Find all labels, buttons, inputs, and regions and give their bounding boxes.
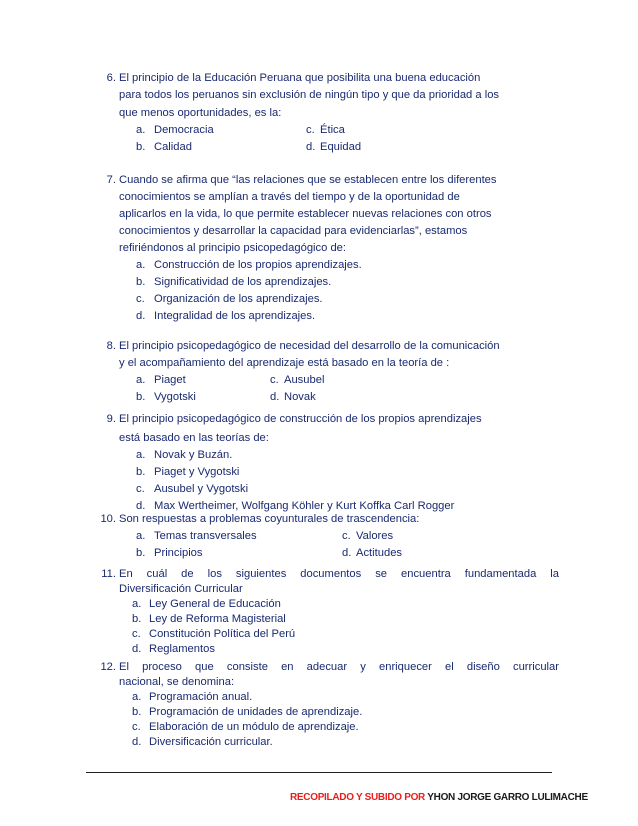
option-row [88,389,558,406]
question-text: aplicarlos en la vida, lo que permite establecer nuevas relaciones con otros [119,208,492,220]
option-letter: d. [270,391,280,403]
question-text: El proceso que consiste en adecuar y enriquecer el diseño curricular [119,661,559,673]
question-text: Cuando se afirma que “las relaciones que se establecen entre los diferentes [119,174,497,186]
option-text: Ley de Reforma Magisterial [149,613,286,625]
option-text: Programación anual. [149,691,253,703]
option-text: Calidad [154,141,192,153]
question-text: El principio psicopedagógico de construcción de los propios aprendizajes [119,413,482,425]
option-row [88,447,558,464]
option-row [88,372,558,389]
question-text: En cuál de los siguientes documentos se encuentra fundamentada la [119,568,559,580]
option-row [88,690,558,705]
option-row [88,291,558,308]
question-8-line [88,355,558,372]
option-text: Construcción de los propios aprendizajes. [154,259,362,271]
option-letter: b. [136,276,146,288]
question-12 [88,660,558,750]
footer-divider [86,772,552,773]
option-text: Integralidad de los aprendizajes. [154,310,316,322]
footer-credit-prefix: RECOPILADO Y SUBIDO POR [290,792,428,803]
question-12-line [88,660,558,675]
question-number: 6. [106,72,116,84]
option-letter: c. [306,124,315,136]
option-letter: c. [136,293,145,305]
question-number: 9. [106,413,116,425]
question-text: El principio psicopedagógico de necesidad del desarrollo de la comunicación [119,340,500,352]
question-6-line [88,70,558,87]
option-letter: c. [132,628,141,640]
option-letter: a. [136,530,146,542]
question-number: 7. [106,174,116,186]
option-row [88,528,558,545]
option-letter: d. [132,643,142,655]
question-7-line [88,206,558,223]
question-text: El principio de la Educación Peruana que posibilita una buena educación [119,72,481,84]
option-text: Ausubel [284,374,325,386]
option-letter: c. [132,721,141,733]
option-row [88,122,558,139]
option-letter: d. [306,141,316,153]
option-text: Reglamentos [149,643,215,655]
question-6-line [88,87,558,105]
option-letter: a. [136,449,146,461]
option-text: Principios [154,547,203,559]
option-row [88,735,558,750]
option-letter: c. [136,483,145,495]
option-text: Elaboración de un módulo de aprendizaje. [149,721,359,733]
option-letter: b. [136,466,146,478]
option-row [88,627,558,642]
option-text: Max Wertheimer, Wolfgang Köhler y Kurt Koffka Carl Rogger [154,500,455,512]
question-text: está basado en las teorías de: [119,432,269,444]
option-text: Actitudes [356,547,403,559]
question-11-line [88,582,558,597]
question-text: nacional, se denomina: [119,676,235,688]
option-row [88,308,558,325]
option-letter: c. [342,530,351,542]
option-text: Piaget y Vygotski [154,466,240,478]
option-row [88,612,558,627]
option-text: Democracia [154,124,214,136]
question-text: conocimientos se amplían a través del tiempo y de la oportunidad de [119,191,460,203]
option-row [88,597,558,612]
question-text: y el acompañamiento del aprendizaje está basado en la teoría de : [119,357,450,369]
option-letter: d. [136,310,146,322]
option-row [88,274,558,291]
question-text: Son respuestas a problemas coyunturales de trascendencia: [119,513,420,525]
option-text: Ética [320,124,345,136]
question-9 [88,411,558,515]
question-10-line [88,511,558,528]
option-row [88,139,558,156]
footer-credit [290,792,588,803]
option-text: Novak y Buzán. [154,449,233,461]
option-row [88,705,558,720]
option-letter: d. [342,547,352,559]
question-11 [88,567,558,657]
option-letter: b. [132,706,142,718]
option-text: Constitución Política del Perú [149,628,296,640]
option-letter: a. [132,598,142,610]
option-letter: b. [132,613,142,625]
option-letter: c. [270,374,279,386]
option-text: Equidad [320,141,362,153]
question-7-line [88,172,558,189]
question-text: para todos los peruanos sin exclusión de ningún tipo y que da prioridad a los [119,89,500,101]
option-text: Programación de unidades de aprendizaje. [149,706,363,718]
option-letter: b. [136,141,146,153]
question-12-line [88,675,558,690]
option-text: Ausubel y Vygotski [154,483,249,495]
question-11-line [88,567,558,582]
option-row [88,481,558,498]
question-number: 12. [100,661,116,673]
option-letter: a. [132,691,142,703]
option-row [88,720,558,735]
question-text: refiriéndonos al principio psicopedagógico de: [119,242,347,254]
option-row [88,642,558,657]
option-letter: a. [136,124,146,136]
option-row [88,464,558,481]
footer-credit-author: YHON JORGE GARRO LULIMACHE [427,792,588,803]
option-text: Organización de los aprendizajes. [154,293,323,305]
option-text: Ley General de Educación [149,598,281,610]
question-10 [88,511,558,562]
option-letter: d. [132,736,142,748]
question-7-line [88,240,558,257]
option-text: Valores [356,530,394,542]
option-letter: a. [136,259,146,271]
option-letter: b. [136,547,146,559]
question-6 [88,70,558,156]
question-9-line [88,411,558,430]
option-letter: a. [136,374,146,386]
option-text: Novak [284,391,316,403]
option-text: Significatividad de los aprendizajes. [154,276,332,288]
option-letter: b. [136,391,146,403]
option-text: Diversificación curricular. [149,736,273,748]
question-8 [88,338,558,406]
question-6-line [88,105,558,122]
question-text: conocimientos y desarrollar la capacidad para evidenciarlas”, estamos [119,225,468,237]
question-7 [88,172,558,325]
option-text: Piaget [154,374,186,386]
question-8-line [88,338,558,355]
question-number: 8. [106,340,116,352]
question-number: 11. [101,568,116,580]
question-7-line [88,189,558,206]
question-7-line [88,223,558,240]
question-text: que menos oportunidades, es la: [119,107,282,119]
option-text: Temas transversales [154,530,257,542]
question-number: 10. [100,513,116,525]
question-text: Diversificación Curricular [119,583,243,595]
question-9-line [88,430,558,447]
option-row [88,545,558,562]
option-letter: d. [136,500,146,512]
option-row [88,257,558,274]
option-text: Vygotski [154,391,196,403]
